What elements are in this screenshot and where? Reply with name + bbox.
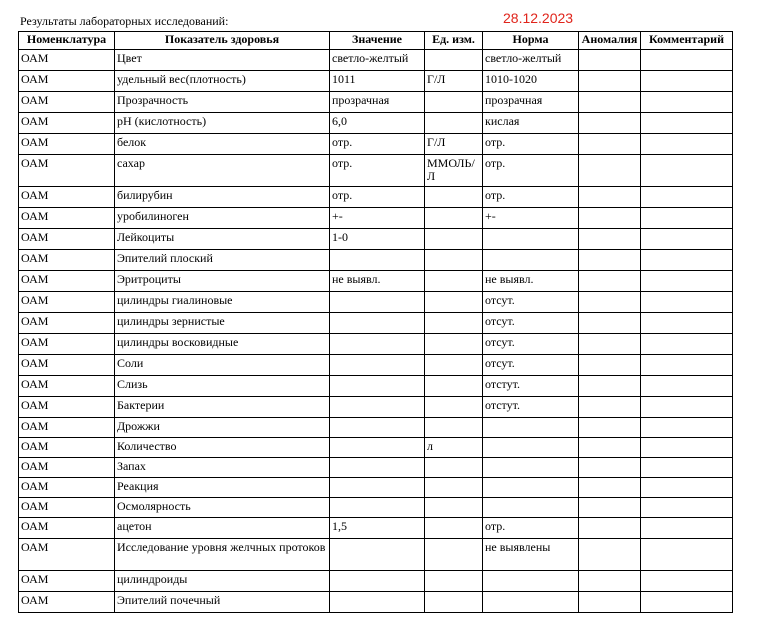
cell-unit bbox=[425, 376, 483, 397]
cell-anomaly bbox=[579, 155, 641, 187]
cell-comment bbox=[641, 458, 733, 478]
cell-nomenclature: ОАМ bbox=[19, 208, 115, 229]
cell-nomenclature: ОАМ bbox=[19, 50, 115, 71]
cell-unit bbox=[425, 397, 483, 418]
cell-anomaly bbox=[579, 334, 641, 355]
cell-unit bbox=[425, 313, 483, 334]
cell-value: 6,0 bbox=[330, 113, 425, 134]
cell-norm bbox=[483, 571, 579, 592]
cell-anomaly bbox=[579, 92, 641, 113]
cell-norm: кислая bbox=[483, 113, 579, 134]
cell-indicator: билирубин bbox=[115, 187, 330, 208]
cell-value: отр. bbox=[330, 155, 425, 187]
cell-unit bbox=[425, 498, 483, 518]
column-header-indicator: Показатель здоровья bbox=[115, 32, 330, 50]
cell-comment bbox=[641, 334, 733, 355]
cell-anomaly bbox=[579, 355, 641, 376]
cell-anomaly bbox=[579, 376, 641, 397]
cell-value: 1,5 bbox=[330, 518, 425, 539]
cell-unit bbox=[425, 113, 483, 134]
cell-indicator: Эпителий плоский bbox=[115, 250, 330, 271]
cell-indicator: цилиндры зернистые bbox=[115, 313, 330, 334]
cell-indicator: цилиндры восковидные bbox=[115, 334, 330, 355]
cell-nomenclature: ОАМ bbox=[19, 438, 115, 458]
cell-comment bbox=[641, 187, 733, 208]
cell-value: отр. bbox=[330, 187, 425, 208]
cell-anomaly bbox=[579, 187, 641, 208]
cell-value bbox=[330, 376, 425, 397]
cell-comment bbox=[641, 376, 733, 397]
cell-indicator: уробилиноген bbox=[115, 208, 330, 229]
cell-unit bbox=[425, 271, 483, 292]
cell-unit bbox=[425, 418, 483, 438]
cell-value bbox=[330, 355, 425, 376]
cell-indicator: Реакция bbox=[115, 478, 330, 498]
cell-unit bbox=[425, 92, 483, 113]
cell-indicator: Эритроциты bbox=[115, 271, 330, 292]
table-row bbox=[19, 498, 733, 518]
cell-norm bbox=[483, 229, 579, 250]
cell-value: светло-желтый bbox=[330, 50, 425, 71]
cell-value: не выявл. bbox=[330, 271, 425, 292]
cell-norm bbox=[483, 438, 579, 458]
cell-anomaly bbox=[579, 539, 641, 571]
column-header-nomenclature: Номенклатура bbox=[19, 32, 115, 50]
cell-nomenclature: ОАМ bbox=[19, 134, 115, 155]
cell-norm bbox=[483, 458, 579, 478]
cell-value: отр. bbox=[330, 134, 425, 155]
column-header-anomaly: Аномалия bbox=[579, 32, 641, 50]
cell-norm: 1010-1020 bbox=[483, 71, 579, 92]
cell-indicator: Лейкоциты bbox=[115, 229, 330, 250]
table-row bbox=[19, 571, 733, 592]
cell-nomenclature: ОАМ bbox=[19, 334, 115, 355]
cell-nomenclature: ОАМ bbox=[19, 539, 115, 571]
cell-nomenclature: ОАМ bbox=[19, 155, 115, 187]
table-row bbox=[19, 229, 733, 250]
cell-unit bbox=[425, 50, 483, 71]
table-row bbox=[19, 438, 733, 458]
cell-unit bbox=[425, 355, 483, 376]
cell-norm: светло-желтый bbox=[483, 50, 579, 71]
cell-comment bbox=[641, 292, 733, 313]
cell-indicator: сахар bbox=[115, 155, 330, 187]
table-row bbox=[19, 418, 733, 438]
cell-nomenclature: ОАМ bbox=[19, 518, 115, 539]
table-row bbox=[19, 376, 733, 397]
cell-comment bbox=[641, 539, 733, 571]
cell-comment bbox=[641, 113, 733, 134]
cell-value bbox=[330, 334, 425, 355]
table-row bbox=[19, 397, 733, 418]
cell-unit bbox=[425, 187, 483, 208]
cell-value: 1-0 bbox=[330, 229, 425, 250]
table-row bbox=[19, 271, 733, 292]
cell-nomenclature: ОАМ bbox=[19, 592, 115, 613]
column-header-unit: Ед. изм. bbox=[425, 32, 483, 50]
cell-indicator: Соли bbox=[115, 355, 330, 376]
cell-unit bbox=[425, 334, 483, 355]
cell-nomenclature: ОАМ bbox=[19, 187, 115, 208]
cell-indicator: цилиндроиды bbox=[115, 571, 330, 592]
cell-nomenclature: ОАМ bbox=[19, 397, 115, 418]
cell-anomaly bbox=[579, 208, 641, 229]
cell-anomaly bbox=[579, 50, 641, 71]
cell-nomenclature: ОАМ bbox=[19, 458, 115, 478]
table-row bbox=[19, 50, 733, 71]
cell-value bbox=[330, 250, 425, 271]
cell-anomaly bbox=[579, 250, 641, 271]
table-row bbox=[19, 539, 733, 571]
cell-unit bbox=[425, 571, 483, 592]
cell-value: прозрачная bbox=[330, 92, 425, 113]
cell-value bbox=[330, 539, 425, 571]
table-row bbox=[19, 92, 733, 113]
cell-nomenclature: ОАМ bbox=[19, 71, 115, 92]
report-date: 28.12.2023 bbox=[503, 10, 574, 26]
cell-norm: отр. bbox=[483, 155, 579, 187]
cell-unit: Г/Л bbox=[425, 134, 483, 155]
cell-value bbox=[330, 292, 425, 313]
cell-anomaly bbox=[579, 592, 641, 613]
cell-value bbox=[330, 458, 425, 478]
cell-comment bbox=[641, 418, 733, 438]
cell-value bbox=[330, 498, 425, 518]
cell-norm bbox=[483, 418, 579, 438]
cell-nomenclature: ОАМ bbox=[19, 250, 115, 271]
cell-comment bbox=[641, 155, 733, 187]
table-row bbox=[19, 355, 733, 376]
cell-norm: не выявл. bbox=[483, 271, 579, 292]
cell-unit bbox=[425, 208, 483, 229]
cell-unit bbox=[425, 250, 483, 271]
cell-unit: Г/Л bbox=[425, 71, 483, 92]
cell-norm: отр. bbox=[483, 134, 579, 155]
cell-comment bbox=[641, 397, 733, 418]
cell-nomenclature: ОАМ bbox=[19, 271, 115, 292]
cell-value: +- bbox=[330, 208, 425, 229]
cell-comment bbox=[641, 71, 733, 92]
cell-anomaly bbox=[579, 478, 641, 498]
cell-norm: +- bbox=[483, 208, 579, 229]
cell-indicator: белок bbox=[115, 134, 330, 155]
cell-norm: отсут. bbox=[483, 313, 579, 334]
table-row bbox=[19, 187, 733, 208]
cell-nomenclature: ОАМ bbox=[19, 498, 115, 518]
cell-value: 1011 bbox=[330, 71, 425, 92]
cell-norm: отр. bbox=[483, 518, 579, 539]
cell-norm: отсут. bbox=[483, 355, 579, 376]
cell-value bbox=[330, 313, 425, 334]
cell-unit bbox=[425, 518, 483, 539]
lab-results-table bbox=[18, 31, 733, 613]
cell-norm bbox=[483, 592, 579, 613]
table-row bbox=[19, 592, 733, 613]
cell-nomenclature: ОАМ bbox=[19, 355, 115, 376]
cell-comment bbox=[641, 250, 733, 271]
cell-indicator: pH (кислотность) bbox=[115, 113, 330, 134]
cell-unit bbox=[425, 292, 483, 313]
cell-comment bbox=[641, 571, 733, 592]
cell-unit: ММОЛЬ/Л bbox=[425, 155, 483, 187]
table-row bbox=[19, 518, 733, 539]
cell-comment bbox=[641, 498, 733, 518]
cell-value bbox=[330, 478, 425, 498]
cell-norm: отр. bbox=[483, 187, 579, 208]
cell-norm: отстут. bbox=[483, 376, 579, 397]
cell-comment bbox=[641, 355, 733, 376]
cell-anomaly bbox=[579, 313, 641, 334]
cell-indicator: цилиндры гиалиновые bbox=[115, 292, 330, 313]
table-row bbox=[19, 113, 733, 134]
column-header-norm: Норма bbox=[483, 32, 579, 50]
cell-nomenclature: ОАМ bbox=[19, 292, 115, 313]
column-header-value: Значение bbox=[330, 32, 425, 50]
cell-unit: л bbox=[425, 438, 483, 458]
table-row bbox=[19, 292, 733, 313]
cell-value bbox=[330, 397, 425, 418]
cell-norm: отстут. bbox=[483, 397, 579, 418]
table-row bbox=[19, 208, 733, 229]
cell-anomaly bbox=[579, 397, 641, 418]
column-header-comment: Комментарий bbox=[641, 32, 733, 50]
cell-indicator: Цвет bbox=[115, 50, 330, 71]
cell-value bbox=[330, 418, 425, 438]
cell-anomaly bbox=[579, 292, 641, 313]
cell-anomaly bbox=[579, 134, 641, 155]
cell-unit bbox=[425, 229, 483, 250]
cell-indicator: ацетон bbox=[115, 518, 330, 539]
cell-unit bbox=[425, 458, 483, 478]
cell-indicator: удельный вес(плотность) bbox=[115, 71, 330, 92]
table-row bbox=[19, 313, 733, 334]
cell-norm: отсут. bbox=[483, 334, 579, 355]
cell-value bbox=[330, 592, 425, 613]
cell-indicator: Исследование уровня желчных протоков bbox=[115, 539, 330, 571]
cell-anomaly bbox=[579, 518, 641, 539]
cell-comment bbox=[641, 518, 733, 539]
cell-indicator: Бактерии bbox=[115, 397, 330, 418]
table-row bbox=[19, 250, 733, 271]
cell-indicator: Слизь bbox=[115, 376, 330, 397]
cell-anomaly bbox=[579, 229, 641, 250]
cell-norm bbox=[483, 498, 579, 518]
cell-indicator: Количество bbox=[115, 438, 330, 458]
cell-value bbox=[330, 571, 425, 592]
cell-norm: отсут. bbox=[483, 292, 579, 313]
cell-comment bbox=[641, 50, 733, 71]
cell-comment bbox=[641, 92, 733, 113]
table-row bbox=[19, 458, 733, 478]
table-body bbox=[19, 50, 733, 613]
cell-nomenclature: ОАМ bbox=[19, 376, 115, 397]
cell-nomenclature: ОАМ bbox=[19, 478, 115, 498]
cell-anomaly bbox=[579, 438, 641, 458]
cell-nomenclature: ОАМ bbox=[19, 571, 115, 592]
cell-unit bbox=[425, 478, 483, 498]
table-row bbox=[19, 478, 733, 498]
cell-indicator: Осмолярность bbox=[115, 498, 330, 518]
page-title: Результаты лабораторных исследований: bbox=[20, 14, 229, 28]
cell-unit bbox=[425, 539, 483, 571]
cell-comment bbox=[641, 134, 733, 155]
cell-norm: прозрачная bbox=[483, 92, 579, 113]
cell-comment bbox=[641, 592, 733, 613]
cell-indicator: Запах bbox=[115, 458, 330, 478]
cell-comment bbox=[641, 313, 733, 334]
cell-norm bbox=[483, 250, 579, 271]
cell-indicator: Эпителий почечный bbox=[115, 592, 330, 613]
cell-anomaly bbox=[579, 571, 641, 592]
cell-comment bbox=[641, 438, 733, 458]
cell-comment bbox=[641, 229, 733, 250]
table-row bbox=[19, 134, 733, 155]
cell-value bbox=[330, 438, 425, 458]
cell-nomenclature: ОАМ bbox=[19, 229, 115, 250]
cell-anomaly bbox=[579, 458, 641, 478]
cell-unit bbox=[425, 592, 483, 613]
cell-indicator: Дрожжи bbox=[115, 418, 330, 438]
cell-anomaly bbox=[579, 271, 641, 292]
cell-comment bbox=[641, 208, 733, 229]
table-header-row bbox=[19, 32, 733, 50]
cell-comment bbox=[641, 271, 733, 292]
cell-anomaly bbox=[579, 71, 641, 92]
cell-anomaly bbox=[579, 498, 641, 518]
cell-nomenclature: ОАМ bbox=[19, 92, 115, 113]
cell-nomenclature: ОАМ bbox=[19, 418, 115, 438]
cell-norm bbox=[483, 478, 579, 498]
table-row bbox=[19, 155, 733, 187]
cell-comment bbox=[641, 478, 733, 498]
cell-indicator: Прозрачность bbox=[115, 92, 330, 113]
table-row bbox=[19, 334, 733, 355]
cell-norm: не выявлены bbox=[483, 539, 579, 571]
cell-nomenclature: ОАМ bbox=[19, 313, 115, 334]
cell-anomaly bbox=[579, 418, 641, 438]
cell-nomenclature: ОАМ bbox=[19, 113, 115, 134]
cell-anomaly bbox=[579, 113, 641, 134]
table-row bbox=[19, 71, 733, 92]
